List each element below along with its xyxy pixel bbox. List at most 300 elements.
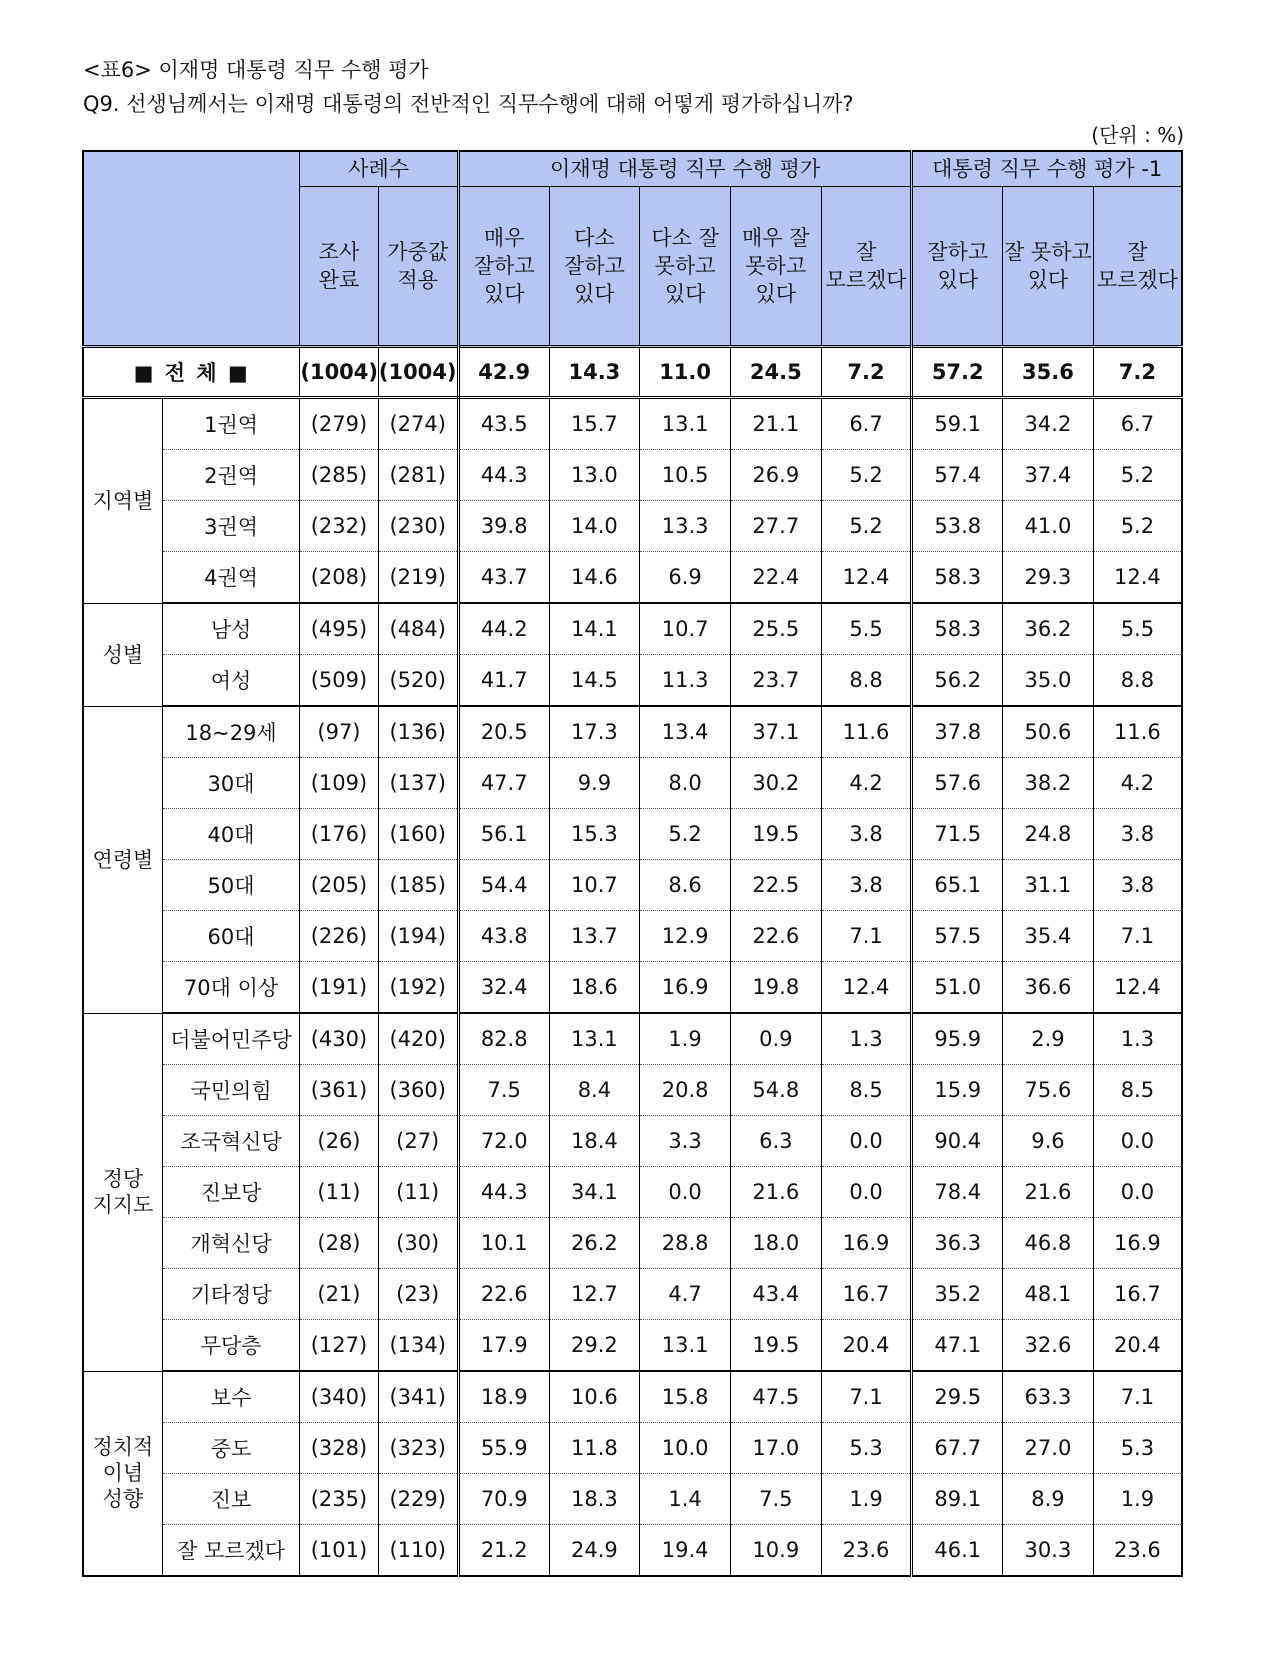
cell-very-good: 32.4 (458, 962, 549, 1014)
table-row (83, 1167, 1182, 1218)
cell-very-bad: 43.4 (730, 1269, 821, 1320)
cell-very-bad: 22.4 (730, 552, 821, 604)
table-title: <표6> 이재명 대통령 직무 수행 평가 (83, 58, 429, 82)
cell-bad: 8.9 (1003, 1474, 1094, 1525)
row-label: 진보당 (162, 1167, 300, 1218)
cell-somewhat-bad: 1.4 (640, 1474, 731, 1525)
cell-somewhat-good: 10.7 (549, 860, 640, 911)
total-bad: 35.6 (1003, 347, 1094, 398)
cell-weight: (23) (378, 1269, 458, 1320)
cell-survey: (28) (300, 1218, 378, 1269)
cell-good: 35.2 (912, 1269, 1003, 1320)
header-group-cases: 사례수 (300, 151, 458, 187)
cell-weight: (136) (378, 706, 458, 758)
cell-somewhat-good: 17.3 (549, 706, 640, 758)
cell-somewhat-good: 13.1 (549, 1013, 640, 1065)
row-label: 진보 (162, 1474, 300, 1525)
row-label: 1권역 (162, 398, 300, 450)
cell-somewhat-good: 14.0 (549, 501, 640, 552)
table-row (83, 552, 1182, 604)
cell-bad: 21.6 (1003, 1167, 1094, 1218)
cell-good: 59.1 (912, 398, 1003, 450)
row-label: 여성 (162, 655, 300, 707)
cell-somewhat-bad: 8.0 (640, 758, 731, 809)
table-row (83, 809, 1182, 860)
table-row (83, 1269, 1182, 1320)
cell-survey: (109) (300, 758, 378, 809)
cell-dont-know: 4.2 (821, 758, 912, 809)
table-row (83, 1320, 1182, 1372)
cell-somewhat-bad: 13.1 (640, 1320, 731, 1372)
cell-dont-know: 11.6 (821, 706, 912, 758)
cell-somewhat-bad: 16.9 (640, 962, 731, 1014)
table-row (83, 1474, 1182, 1525)
group-label: 정치적 이념 성향 (83, 1371, 162, 1576)
total-good: 57.2 (912, 347, 1003, 398)
question-text: Q9. 선생님께서는 이재명 대통령의 전반적인 직무수행에 대해 어떻게 평가하십니까? (83, 92, 854, 116)
cell-dont-know-2: 1.3 (1093, 1013, 1182, 1065)
table-row (83, 501, 1182, 552)
cell-very-bad: 47.5 (730, 1371, 821, 1423)
cell-weight: (185) (378, 860, 458, 911)
cell-survey: (285) (300, 450, 378, 501)
cell-dont-know: 16.9 (821, 1218, 912, 1269)
cell-somewhat-good: 9.9 (549, 758, 640, 809)
cell-very-bad: 7.5 (730, 1474, 821, 1525)
total-weight: (1004) (378, 347, 458, 398)
cell-good: 57.6 (912, 758, 1003, 809)
cell-dont-know: 0.0 (821, 1116, 912, 1167)
cell-somewhat-good: 18.6 (549, 962, 640, 1014)
cell-dont-know: 5.2 (821, 450, 912, 501)
table-row (83, 962, 1182, 1014)
cell-somewhat-bad: 10.0 (640, 1423, 731, 1474)
cell-somewhat-bad: 3.3 (640, 1116, 731, 1167)
cell-very-bad: 19.5 (730, 809, 821, 860)
row-label: 무당층 (162, 1320, 300, 1372)
cell-survey: (509) (300, 655, 378, 707)
row-label: 기타정당 (162, 1269, 300, 1320)
row-label: 2권역 (162, 450, 300, 501)
cell-dont-know-2: 3.8 (1093, 860, 1182, 911)
cell-somewhat-good: 15.3 (549, 809, 640, 860)
cell-good: 47.1 (912, 1320, 1003, 1372)
unit-label: (단위 : %) (1091, 123, 1184, 147)
cell-bad: 2.9 (1003, 1013, 1094, 1065)
cell-dont-know-2: 8.5 (1093, 1065, 1182, 1116)
header-group-eval2: 대통령 직무 수행 평가 -1 (912, 151, 1182, 187)
header-col-very-good: 매우 잘하고 있다 (458, 187, 549, 347)
group-label: 연령별 (83, 706, 162, 1013)
cell-survey: (26) (300, 1116, 378, 1167)
cell-dont-know-2: 3.8 (1093, 809, 1182, 860)
table-row (83, 1423, 1182, 1474)
table-row (83, 1116, 1182, 1167)
cell-good: 58.3 (912, 552, 1003, 604)
cell-somewhat-good: 26.2 (549, 1218, 640, 1269)
cell-dont-know-2: 7.1 (1093, 1371, 1182, 1423)
header-blank (83, 151, 300, 347)
table-row (83, 911, 1182, 962)
cell-very-good: 20.5 (458, 706, 549, 758)
header-col-weight: 가중값 적용 (378, 187, 458, 347)
cell-bad: 48.1 (1003, 1269, 1094, 1320)
cell-good: 89.1 (912, 1474, 1003, 1525)
row-label: 50대 (162, 860, 300, 911)
cell-very-good: 43.8 (458, 911, 549, 962)
table-row (83, 1013, 1182, 1065)
cell-very-bad: 23.7 (730, 655, 821, 707)
cell-somewhat-good: 18.4 (549, 1116, 640, 1167)
cell-dont-know-2: 6.7 (1093, 398, 1182, 450)
cell-very-bad: 17.0 (730, 1423, 821, 1474)
cell-weight: (230) (378, 501, 458, 552)
cell-dont-know: 12.4 (821, 962, 912, 1014)
header-group-eval: 이재명 대통령 직무 수행 평가 (458, 151, 912, 187)
table-row (83, 603, 1182, 655)
cell-good: 15.9 (912, 1065, 1003, 1116)
cell-dont-know-2: 8.8 (1093, 655, 1182, 707)
cell-good: 90.4 (912, 1116, 1003, 1167)
cell-weight: (484) (378, 603, 458, 655)
total-somewhat-bad: 11.0 (640, 347, 731, 398)
cell-survey: (340) (300, 1371, 378, 1423)
cell-somewhat-good: 29.2 (549, 1320, 640, 1372)
cell-weight: (194) (378, 911, 458, 962)
cell-somewhat-bad: 11.3 (640, 655, 731, 707)
cell-somewhat-good: 24.9 (549, 1525, 640, 1577)
cell-bad: 9.6 (1003, 1116, 1094, 1167)
cell-survey: (205) (300, 860, 378, 911)
cell-bad: 35.0 (1003, 655, 1094, 707)
cell-dont-know: 23.6 (821, 1525, 912, 1577)
cell-very-good: 39.8 (458, 501, 549, 552)
table-row (83, 1525, 1182, 1577)
cell-somewhat-good: 14.1 (549, 603, 640, 655)
cell-survey: (495) (300, 603, 378, 655)
cell-dont-know-2: 0.0 (1093, 1167, 1182, 1218)
cell-very-good: 41.7 (458, 655, 549, 707)
cell-good: 37.8 (912, 706, 1003, 758)
cell-very-good: 43.7 (458, 552, 549, 604)
cell-weight: (323) (378, 1423, 458, 1474)
cell-dont-know: 0.0 (821, 1167, 912, 1218)
cell-very-good: 54.4 (458, 860, 549, 911)
cell-dont-know-2: 12.4 (1093, 552, 1182, 604)
row-label: 30대 (162, 758, 300, 809)
header-col-dont-know-2: 잘 모르겠다 (1093, 187, 1182, 347)
cell-good: 53.8 (912, 501, 1003, 552)
total-very-bad: 24.5 (730, 347, 821, 398)
cell-very-good: 55.9 (458, 1423, 549, 1474)
cell-bad: 36.2 (1003, 603, 1094, 655)
row-label: 개혁신당 (162, 1218, 300, 1269)
header-col-survey: 조사 완료 (300, 187, 378, 347)
cell-very-good: 43.5 (458, 398, 549, 450)
cell-very-bad: 19.5 (730, 1320, 821, 1372)
cell-very-bad: 6.3 (730, 1116, 821, 1167)
cell-dont-know-2: 4.2 (1093, 758, 1182, 809)
row-label: 40대 (162, 809, 300, 860)
cell-dont-know-2: 20.4 (1093, 1320, 1182, 1372)
cell-very-bad: 54.8 (730, 1065, 821, 1116)
cell-very-good: 82.8 (458, 1013, 549, 1065)
cell-very-good: 44.3 (458, 450, 549, 501)
cell-weight: (160) (378, 809, 458, 860)
cell-very-bad: 0.9 (730, 1013, 821, 1065)
cell-somewhat-good: 11.8 (549, 1423, 640, 1474)
cell-bad: 35.4 (1003, 911, 1094, 962)
cell-weight: (27) (378, 1116, 458, 1167)
cell-bad: 41.0 (1003, 501, 1094, 552)
cell-dont-know-2: 5.3 (1093, 1423, 1182, 1474)
table-row (83, 1371, 1182, 1423)
cell-survey: (191) (300, 962, 378, 1014)
cell-weight: (192) (378, 962, 458, 1014)
row-label: 국민의힘 (162, 1065, 300, 1116)
cell-dont-know-2: 23.6 (1093, 1525, 1182, 1577)
cell-good: 57.5 (912, 911, 1003, 962)
cell-somewhat-bad: 6.9 (640, 552, 731, 604)
table-row (83, 1218, 1182, 1269)
cell-weight: (137) (378, 758, 458, 809)
cell-bad: 29.3 (1003, 552, 1094, 604)
cell-somewhat-bad: 10.7 (640, 603, 731, 655)
cell-dont-know: 5.3 (821, 1423, 912, 1474)
header-col-good: 잘하고 있다 (912, 187, 1003, 347)
group-label: 성별 (83, 603, 162, 706)
cell-dont-know-2: 0.0 (1093, 1116, 1182, 1167)
cell-dont-know: 12.4 (821, 552, 912, 604)
row-label: 중도 (162, 1423, 300, 1474)
row-label: 70대 이상 (162, 962, 300, 1014)
cell-good: 51.0 (912, 962, 1003, 1014)
cell-dont-know: 5.5 (821, 603, 912, 655)
cell-dont-know-2: 16.9 (1093, 1218, 1182, 1269)
cell-somewhat-bad: 20.8 (640, 1065, 731, 1116)
cell-weight: (134) (378, 1320, 458, 1372)
cell-somewhat-good: 14.5 (549, 655, 640, 707)
cell-survey: (176) (300, 809, 378, 860)
cell-very-good: 72.0 (458, 1116, 549, 1167)
cell-very-bad: 22.5 (730, 860, 821, 911)
cell-good: 58.3 (912, 603, 1003, 655)
cell-survey: (21) (300, 1269, 378, 1320)
cell-survey: (430) (300, 1013, 378, 1065)
cell-bad: 37.4 (1003, 450, 1094, 501)
table-row (83, 655, 1182, 707)
cell-survey: (101) (300, 1525, 378, 1577)
cell-dont-know-2: 11.6 (1093, 706, 1182, 758)
cell-good: 65.1 (912, 860, 1003, 911)
cell-bad: 63.3 (1003, 1371, 1094, 1423)
row-label: 더불어민주당 (162, 1013, 300, 1065)
cell-somewhat-bad: 5.2 (640, 809, 731, 860)
cell-dont-know: 6.7 (821, 398, 912, 450)
cell-survey: (208) (300, 552, 378, 604)
cell-weight: (420) (378, 1013, 458, 1065)
cell-very-good: 44.2 (458, 603, 549, 655)
row-label: 3권역 (162, 501, 300, 552)
cell-survey: (279) (300, 398, 378, 450)
cell-somewhat-bad: 13.4 (640, 706, 731, 758)
survey-table (82, 150, 1183, 1577)
cell-somewhat-bad: 4.7 (640, 1269, 731, 1320)
cell-somewhat-good: 18.3 (549, 1474, 640, 1525)
header-col-dont-know: 잘 모르겠다 (821, 187, 912, 347)
cell-very-good: 44.3 (458, 1167, 549, 1218)
cell-somewhat-bad: 19.4 (640, 1525, 731, 1577)
cell-good: 36.3 (912, 1218, 1003, 1269)
cell-very-good: 70.9 (458, 1474, 549, 1525)
cell-dont-know: 8.8 (821, 655, 912, 707)
cell-bad: 27.0 (1003, 1423, 1094, 1474)
cell-very-bad: 18.0 (730, 1218, 821, 1269)
cell-dont-know: 20.4 (821, 1320, 912, 1372)
cell-good: 78.4 (912, 1167, 1003, 1218)
cell-somewhat-good: 8.4 (549, 1065, 640, 1116)
cell-bad: 75.6 (1003, 1065, 1094, 1116)
cell-weight: (274) (378, 398, 458, 450)
total-label: ■ 전 체 ■ (83, 347, 300, 398)
table-row (83, 398, 1182, 450)
cell-somewhat-bad: 12.9 (640, 911, 731, 962)
table-row (83, 450, 1182, 501)
row-label: 보수 (162, 1371, 300, 1423)
cell-somewhat-good: 15.7 (549, 398, 640, 450)
cell-bad: 24.8 (1003, 809, 1094, 860)
cell-dont-know: 3.8 (821, 809, 912, 860)
cell-dont-know: 7.1 (821, 1371, 912, 1423)
cell-weight: (341) (378, 1371, 458, 1423)
cell-dont-know: 1.9 (821, 1474, 912, 1525)
cell-dont-know: 1.3 (821, 1013, 912, 1065)
cell-dont-know: 8.5 (821, 1065, 912, 1116)
total-row (83, 347, 1182, 398)
cell-good: 95.9 (912, 1013, 1003, 1065)
row-label: 잘 모르겠다 (162, 1525, 300, 1577)
cell-survey: (235) (300, 1474, 378, 1525)
table-row (83, 860, 1182, 911)
cell-survey: (361) (300, 1065, 378, 1116)
cell-very-bad: 25.5 (730, 603, 821, 655)
cell-very-good: 47.7 (458, 758, 549, 809)
cell-survey: (232) (300, 501, 378, 552)
total-dont-know: 7.2 (821, 347, 912, 398)
table-row (83, 758, 1182, 809)
cell-good: 57.4 (912, 450, 1003, 501)
cell-dont-know-2: 5.2 (1093, 450, 1182, 501)
row-label: 4권역 (162, 552, 300, 604)
cell-very-bad: 30.2 (730, 758, 821, 809)
cell-good: 56.2 (912, 655, 1003, 707)
cell-survey: (226) (300, 911, 378, 962)
cell-bad: 31.1 (1003, 860, 1094, 911)
cell-very-bad: 19.8 (730, 962, 821, 1014)
table-row (83, 706, 1182, 758)
group-label: 정당 지지도 (83, 1013, 162, 1371)
cell-somewhat-bad: 8.6 (640, 860, 731, 911)
total-dont-know-2: 7.2 (1093, 347, 1182, 398)
cell-somewhat-good: 14.6 (549, 552, 640, 604)
cell-weight: (11) (378, 1167, 458, 1218)
group-label: 지역별 (83, 398, 162, 604)
cell-very-good: 21.2 (458, 1525, 549, 1577)
cell-bad: 46.8 (1003, 1218, 1094, 1269)
cell-somewhat-bad: 15.8 (640, 1371, 731, 1423)
table-body (83, 347, 1182, 1577)
cell-very-bad: 21.1 (730, 398, 821, 450)
row-label: 남성 (162, 603, 300, 655)
cell-weight: (219) (378, 552, 458, 604)
cell-survey: (97) (300, 706, 378, 758)
cell-dont-know-2: 12.4 (1093, 962, 1182, 1014)
header-col-very-bad: 매우 잘 못하고 있다 (730, 187, 821, 347)
cell-somewhat-good: 12.7 (549, 1269, 640, 1320)
cell-dont-know-2: 7.1 (1093, 911, 1182, 962)
cell-bad: 32.6 (1003, 1320, 1094, 1372)
cell-somewhat-good: 13.7 (549, 911, 640, 962)
cell-dont-know-2: 5.2 (1093, 501, 1182, 552)
total-survey: (1004) (300, 347, 378, 398)
cell-dont-know-2: 5.5 (1093, 603, 1182, 655)
cell-dont-know: 7.1 (821, 911, 912, 962)
cell-dont-know: 3.8 (821, 860, 912, 911)
cell-somewhat-bad: 0.0 (640, 1167, 731, 1218)
cell-very-bad: 27.7 (730, 501, 821, 552)
cell-weight: (229) (378, 1474, 458, 1525)
table-row (83, 1065, 1182, 1116)
cell-somewhat-good: 10.6 (549, 1371, 640, 1423)
cell-weight: (281) (378, 450, 458, 501)
cell-survey: (328) (300, 1423, 378, 1474)
cell-survey: (127) (300, 1320, 378, 1372)
cell-good: 29.5 (912, 1371, 1003, 1423)
cell-dont-know: 5.2 (821, 501, 912, 552)
cell-good: 46.1 (912, 1525, 1003, 1577)
cell-good: 67.7 (912, 1423, 1003, 1474)
header-col-somewhat-bad: 다소 잘 못하고 있다 (640, 187, 731, 347)
cell-good: 71.5 (912, 809, 1003, 860)
cell-weight: (520) (378, 655, 458, 707)
cell-very-good: 22.6 (458, 1269, 549, 1320)
cell-bad: 36.6 (1003, 962, 1094, 1014)
cell-bad: 38.2 (1003, 758, 1094, 809)
cell-somewhat-bad: 10.5 (640, 450, 731, 501)
cell-weight: (360) (378, 1065, 458, 1116)
cell-very-good: 56.1 (458, 809, 549, 860)
header-col-bad: 잘 못하고 있다 (1003, 187, 1094, 347)
cell-very-bad: 10.9 (730, 1525, 821, 1577)
cell-weight: (110) (378, 1525, 458, 1577)
cell-very-bad: 26.9 (730, 450, 821, 501)
cell-survey: (11) (300, 1167, 378, 1218)
cell-somewhat-bad: 1.9 (640, 1013, 731, 1065)
cell-weight: (30) (378, 1218, 458, 1269)
cell-somewhat-bad: 28.8 (640, 1218, 731, 1269)
cell-very-good: 7.5 (458, 1065, 549, 1116)
cell-dont-know-2: 16.7 (1093, 1269, 1182, 1320)
cell-somewhat-good: 34.1 (549, 1167, 640, 1218)
cell-bad: 50.6 (1003, 706, 1094, 758)
header-group-row (83, 151, 1182, 187)
cell-somewhat-bad: 13.3 (640, 501, 731, 552)
row-label: 조국혁신당 (162, 1116, 300, 1167)
row-label: 60대 (162, 911, 300, 962)
cell-very-bad: 22.6 (730, 911, 821, 962)
cell-very-good: 17.9 (458, 1320, 549, 1372)
cell-somewhat-good: 13.0 (549, 450, 640, 501)
